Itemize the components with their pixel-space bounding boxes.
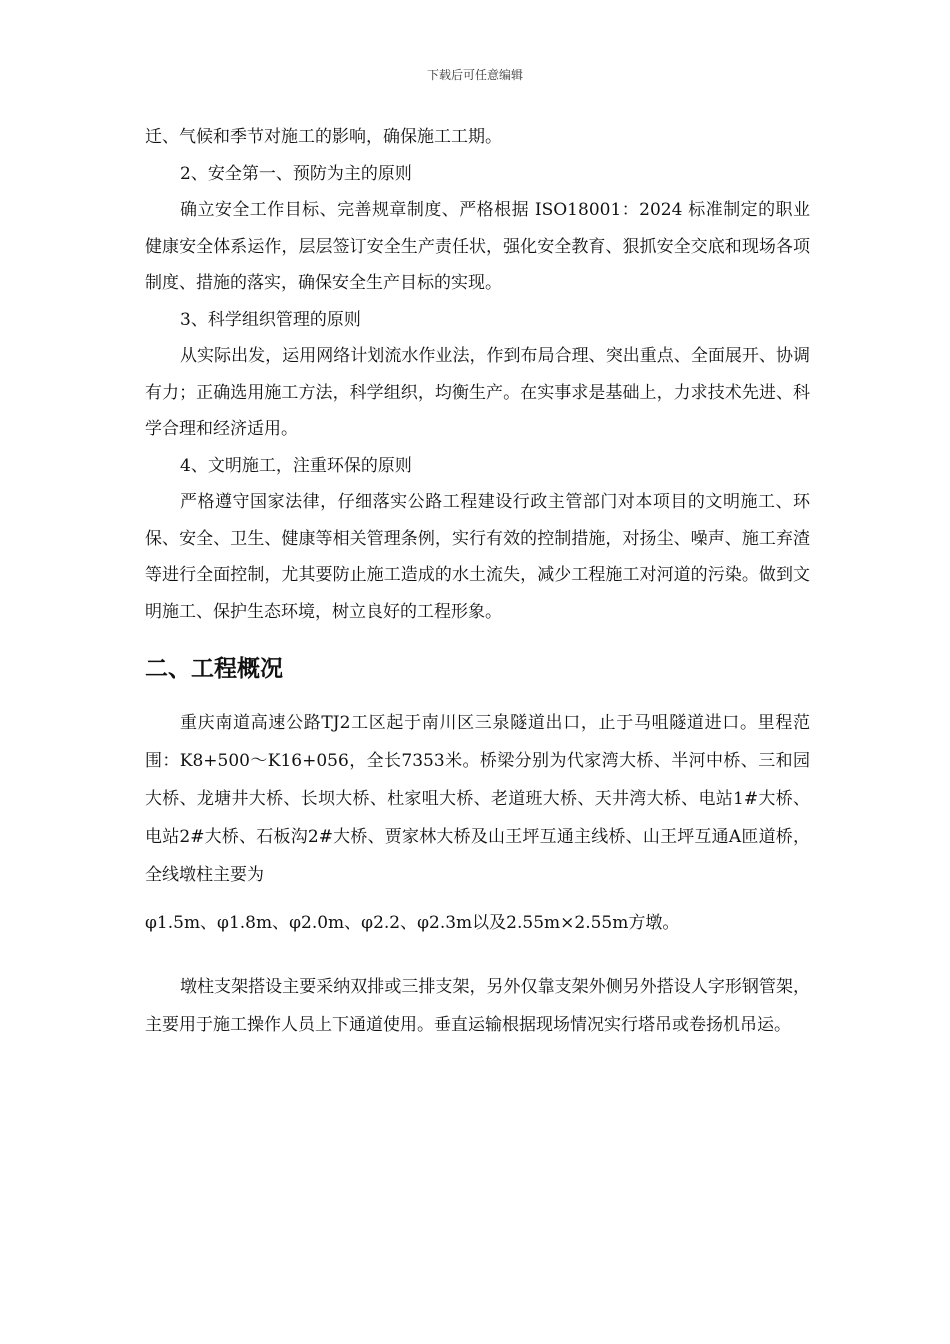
page-header: 下载后可任意编辑 — [426, 68, 523, 82]
paragraph-pier-sizes: φ1.5m、φ1.8m、φ2.0m、φ2.2、φ2.3m以及2.55m×2.55m方墩。 — [145, 913, 680, 933]
paragraph-management: 从实际出发，运用网络计划流水作业法，作到布局合理、突出重点、全面展开、协调有力；正确选用施工方法，科学组织，均衡生产。在实事求是基础上，力求技术先进、科学合理和经济适用。 — [145, 346, 810, 439]
paragraph-environment: 严格遵守国家法律，仔细落实公路工程建设行政主管部门对本项目的文明施工、环保、安全、卫生、健康等相关管理条例，实行有效的控制措施，对扬尘、噪声、施工弃渣等进行全面控制，尤其要防止施工造成的水土流失，减少工程施工对河道的污染。做到文明施工、保护生态环境，树立良好的工程形象。 — [145, 492, 810, 622]
principle-heading-2: 2、安全第一、预防为主的原则 — [180, 163, 412, 184]
body-block-2 — [145, 704, 810, 1044]
paragraph-scaffold: 墩柱支架搭设主要采纳双排或三排支架，另外仅靠支架外侧另外搭设人字形钢管架，主要用于施工操作人员上下通道使用。垂直运输根据现场情况实行塔吊或卷扬机吊运。 — [145, 977, 810, 1035]
paragraph-overview: 重庆南道高速公路TJ2工区起于南川区三泉隧道出口，止于马咀隧道进口。里程范围：K8+500～K16+056，全长7353米。桥梁分别为代家湾大桥、半河中桥、三和园大桥、龙塘井大桥、长坝大桥、杜家咀大桥、老道班大桥、天井湾大桥、电站1#大桥、电站2#大桥、石板沟2#大桥、贾家林大桥及山王坪互通主线桥、山王坪互通A匝道桥，全线墩柱主要为 — [145, 713, 810, 885]
principle-heading-4: 4、文明施工，注重环保的原则 — [180, 455, 412, 476]
section-heading: 二、工程概况 — [145, 656, 283, 682]
body-block-1 — [145, 119, 810, 630]
principle-heading-3: 3、科学组织管理的原则 — [180, 309, 361, 330]
paragraph-continuation: 迁、气候和季节对施工的影响，确保施工工期。 — [145, 127, 502, 147]
paragraph-safety: 确立安全工作目标、完善规章制度、严格根据 ISO18001：2024 标准制定的职业健康安全体系运作，层层签订安全生产责任状，强化安全教育、狠抓安全交底和现场各项制度、措施的落实，确保安全生产目标的实现。 — [145, 200, 810, 293]
